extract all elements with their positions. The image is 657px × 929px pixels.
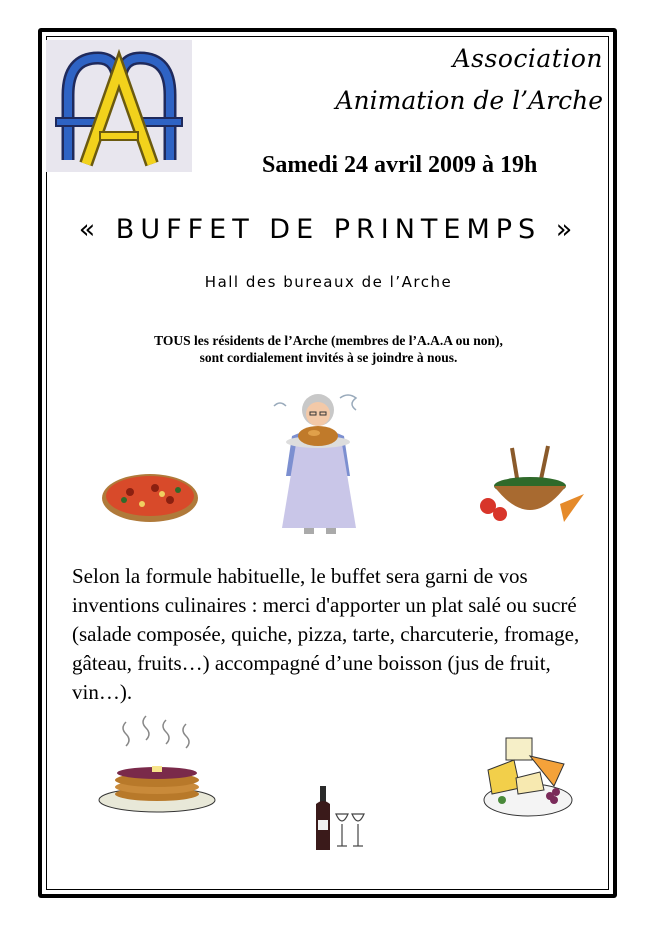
grandmother-cook-icon [270, 388, 370, 540]
association-name-line2: Animation de l’Arche [335, 86, 603, 115]
event-venue: Hall des bureaux de l’Arche [204, 273, 453, 291]
body-paragraph: Selon la formule habituelle, le buffet sera garni de vos inventions culinaires : merci d'apporter un plat salé ou sucré (salade composée, quiche, pizza, tarte, charcuterie, fromage, gâteau, fruits…) accompagné d’une boisson (jus de fruit, vin…). [72, 564, 580, 704]
pizza-icon [100, 466, 200, 526]
association-logo [46, 40, 192, 172]
event-date: Samedi 24 avril 2009 à 19h [262, 152, 538, 178]
invitation-line2: sont cordialement invités à se joindre à nous. [199, 350, 458, 365]
salad-bowl-icon [476, 444, 588, 526]
invitation-line1: TOUS les résidents de l’Arche (membres de l’A.A.A ou non), [154, 333, 503, 348]
cheese-platter-icon [480, 734, 576, 820]
wine-bottle-glasses-icon [310, 786, 370, 852]
association-name-line1: Association [452, 44, 603, 73]
pancakes-icon [96, 712, 218, 818]
invitation-text [50, 332, 607, 366]
event-title: « BUFFET DE PRINTEMPS » [78, 214, 579, 245]
